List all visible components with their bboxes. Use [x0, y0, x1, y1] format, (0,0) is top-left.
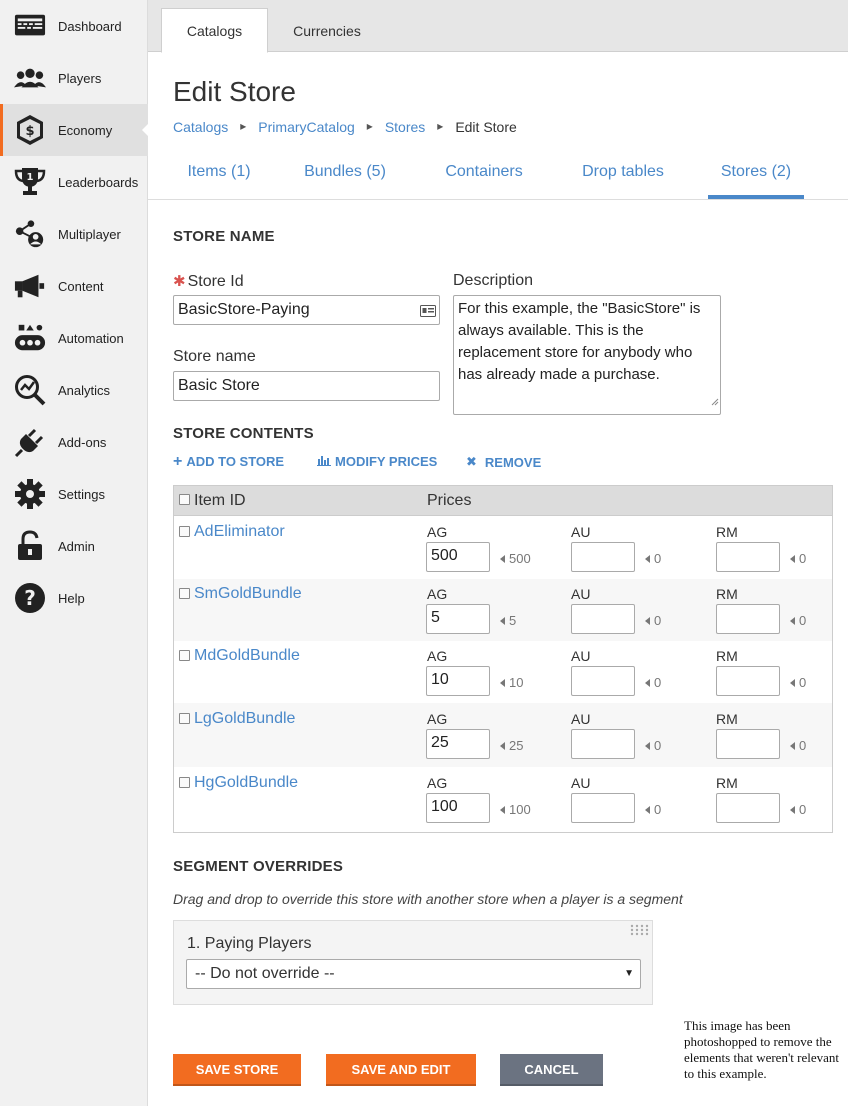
currency-label-ag: AG: [427, 586, 448, 602]
base-price-hint: [790, 613, 806, 628]
currency-label-rm: RM: [716, 775, 738, 791]
row-checkbox[interactable]: [179, 526, 190, 537]
sidebar-item-label: Content: [58, 278, 104, 294]
economy-icon: [14, 114, 46, 146]
currency-label-rm: RM: [716, 524, 738, 540]
row-checkbox[interactable]: [179, 588, 190, 599]
multiplayer-icon: [14, 218, 46, 250]
base-price-hint: [645, 675, 661, 690]
table-row: [174, 517, 832, 579]
item-link[interactable]: AdEliminator: [194, 523, 285, 540]
store-id-label-text: Store Id: [187, 273, 244, 290]
price-value: 100: [431, 798, 458, 815]
currency-label-rm: RM: [716, 586, 738, 602]
price-input-ag[interactable]: [426, 604, 490, 634]
sidebar-item-label: Add-ons: [58, 434, 107, 450]
base-price-value: 25: [509, 738, 524, 753]
modify-prices-button[interactable]: [317, 454, 437, 469]
price-value: 25: [431, 734, 449, 751]
modify-prices-label: MODIFY PRICES: [335, 454, 438, 469]
base-price-hint: [500, 551, 531, 566]
sidebar-item-admin[interactable]: [0, 520, 148, 572]
table-row: [174, 579, 832, 641]
section-title-segment-overrides: SEGMENT OVERRIDES: [173, 858, 344, 875]
breadcrumb: [173, 119, 517, 135]
store-name-label: Store name: [173, 348, 256, 365]
breadcrumb-link-stores[interactable]: Stores: [384, 119, 426, 135]
sidebar-item-economy[interactable]: [0, 104, 148, 156]
section-title-store-name: STORE NAME: [173, 228, 275, 245]
annotation-note: This image has been photoshopped to remove the elements that weren't relevant to this example.: [684, 1018, 840, 1081]
price-input-au[interactable]: [571, 793, 635, 823]
price-input-au[interactable]: [571, 542, 635, 572]
base-price-value: 0: [799, 613, 807, 628]
save-store-button[interactable]: SAVE STORE: [173, 1054, 301, 1086]
lock-icon: [14, 530, 46, 562]
remove-label: REMOVE: [484, 454, 542, 470]
base-price-value: 0: [654, 738, 662, 753]
sidebar-item-content[interactable]: [0, 260, 148, 312]
svg-text:1: 1: [26, 172, 34, 183]
tab-drop-tables[interactable]: Drop tables: [582, 163, 664, 180]
remove-button[interactable]: [466, 454, 541, 470]
store-id-label: [173, 272, 244, 291]
description-textarea[interactable]: [453, 295, 721, 415]
sub-tab-bar: [148, 152, 848, 200]
sidebar-item-label: Dashboard: [58, 18, 122, 34]
caret-left-icon: [790, 742, 795, 750]
sidebar-item-label: Help: [58, 590, 85, 606]
price-input-rm[interactable]: [716, 542, 780, 572]
tab-stores[interactable]: Stores (2): [708, 162, 804, 199]
description-label: Description: [453, 272, 534, 289]
price-input-ag[interactable]: [426, 666, 490, 696]
tab-catalogs[interactable]: Catalogs: [161, 8, 268, 53]
item-link[interactable]: SmGoldBundle: [194, 585, 302, 602]
sidebar-item-label: Automation: [58, 330, 124, 346]
currency-label-au: AU: [571, 586, 591, 602]
base-price-value: 500: [509, 551, 531, 566]
top-tab-bar: [148, 0, 848, 52]
cancel-button[interactable]: CANCEL: [500, 1054, 603, 1086]
currency-label-ag: AG: [427, 711, 448, 727]
sidebar-item-automation[interactable]: [0, 312, 148, 364]
base-price-value: 0: [654, 551, 662, 566]
sidebar-item-label: Admin: [58, 538, 95, 554]
breadcrumb-current: Edit Store: [455, 119, 517, 135]
base-price-hint: [645, 738, 661, 753]
sidebar-item-multiplayer[interactable]: [0, 208, 148, 260]
tab-bundles[interactable]: Bundles (5): [304, 163, 386, 180]
currency-label-rm: RM: [716, 648, 738, 664]
store-name-input[interactable]: [173, 371, 440, 401]
drag-handle-icon[interactable]: [629, 923, 649, 941]
row-checkbox[interactable]: [179, 777, 190, 788]
item-link[interactable]: LgGoldBundle: [194, 710, 296, 727]
caret-left-icon: [500, 679, 505, 687]
sidebar-item-players[interactable]: [0, 52, 148, 104]
base-price-value: 0: [654, 675, 662, 690]
dashboard-icon: [14, 10, 46, 42]
id-card-icon: [420, 304, 436, 322]
currency-label-au: AU: [571, 648, 591, 664]
row-checkbox[interactable]: [179, 713, 190, 724]
base-price-hint: [500, 613, 516, 628]
store-id-value: BasicStore-Paying: [178, 301, 310, 318]
base-price-value: 100: [509, 802, 531, 817]
help-icon: [14, 582, 46, 614]
base-price-hint: [645, 613, 661, 628]
base-price-hint: [645, 802, 661, 817]
chevron-right-icon: ▸: [240, 119, 247, 133]
players-icon: [14, 62, 46, 94]
caret-down-icon: ▼: [624, 968, 634, 979]
chevron-right-icon: ▸: [366, 119, 373, 133]
save-and-edit-button[interactable]: SAVE AND EDIT: [326, 1054, 476, 1086]
caret-left-icon: [645, 806, 650, 814]
override-store-select-value: -- Do not override --: [195, 965, 335, 982]
segment-label: 1. Paying Players: [187, 935, 312, 952]
base-price-value: 0: [799, 738, 807, 753]
segment-override-card[interactable]: [173, 920, 653, 1005]
base-price-hint: [500, 802, 531, 817]
caret-left-icon: [500, 617, 505, 625]
sidebar-item-label: Multiplayer: [58, 226, 121, 242]
resize-handle-icon[interactable]: [711, 391, 719, 413]
base-price-value: 5: [509, 613, 517, 628]
base-price-hint: [790, 675, 806, 690]
sidebar-item-label: Players: [58, 70, 102, 86]
price-value: 10: [431, 671, 449, 688]
segment-overrides-hint: Drag and drop to override this store with another store when a player is a segment: [173, 891, 683, 907]
price-input-rm[interactable]: [716, 666, 780, 696]
table-header: [174, 486, 832, 516]
add-to-store-button[interactable]: [173, 454, 284, 469]
breadcrumb-link-catalogs[interactable]: Catalogs: [173, 119, 229, 135]
base-price-value: 0: [654, 802, 662, 817]
select-all-checkbox[interactable]: [179, 494, 190, 505]
currency-label-ag: AG: [427, 775, 448, 791]
sidebar-item-settings[interactable]: [0, 468, 148, 520]
item-link[interactable]: MdGoldBundle: [194, 647, 300, 664]
table-row: [174, 703, 832, 767]
megaphone-icon: [14, 270, 46, 302]
currency-label-ag: AG: [427, 524, 448, 540]
column-header-prices: Prices: [427, 492, 472, 509]
caret-left-icon: [645, 555, 650, 563]
add-to-store-label: ADD TO STORE: [186, 454, 285, 469]
sidebar-item-add-ons[interactable]: [0, 416, 148, 468]
price-input-au[interactable]: [571, 604, 635, 634]
store-contents-table: [173, 485, 833, 833]
currency-label-ag: AG: [427, 648, 448, 664]
price-input-au[interactable]: [571, 729, 635, 759]
item-link[interactable]: HgGoldBundle: [194, 774, 299, 791]
table-row: [174, 767, 832, 833]
page-title: Edit Store: [173, 76, 296, 107]
price-input-au[interactable]: [571, 666, 635, 696]
caret-left-icon: [500, 555, 505, 563]
override-store-select[interactable]: [186, 959, 641, 989]
svg-text:$: $: [25, 124, 35, 139]
sidebar: [0, 0, 148, 1106]
price-input-ag[interactable]: [426, 793, 490, 823]
sidebar-item-leaderboards[interactable]: [0, 156, 148, 208]
price-input-rm[interactable]: [716, 604, 780, 634]
base-price-value: 10: [509, 675, 524, 690]
base-price-hint: [500, 738, 523, 753]
currency-label-au: AU: [571, 524, 591, 540]
automation-icon: [14, 322, 46, 354]
description-value: For this example, the "BasicStore" is always available. This is the replacement store for anybody who has already made a purchase.: [458, 300, 701, 383]
caret-left-icon: [790, 679, 795, 687]
caret-left-icon: [645, 742, 650, 750]
table-row: [174, 641, 832, 703]
base-price-value: 0: [799, 675, 807, 690]
base-price-value: 0: [799, 802, 807, 817]
plug-icon: [14, 426, 46, 458]
caret-left-icon: [500, 806, 505, 814]
bar-chart-icon: [317, 454, 331, 469]
base-price-hint: [645, 551, 661, 566]
store-id-input[interactable]: [173, 295, 440, 325]
column-header-item-id: Item ID: [194, 492, 246, 509]
caret-left-icon: [790, 617, 795, 625]
base-price-hint: [500, 675, 523, 690]
base-price-hint: [790, 738, 806, 753]
currency-label-au: AU: [571, 775, 591, 791]
gear-icon: [14, 478, 46, 510]
price-input-ag[interactable]: [426, 542, 490, 572]
caret-left-icon: [790, 555, 795, 563]
price-value: 5: [431, 609, 440, 626]
sidebar-item-label: Economy: [58, 122, 113, 138]
currency-label-rm: RM: [716, 711, 738, 727]
section-title-store-contents: STORE CONTENTS: [173, 425, 314, 442]
caret-left-icon: [500, 742, 505, 750]
chevron-right-icon: ▸: [437, 119, 444, 133]
sidebar-item-help[interactable]: [0, 572, 148, 624]
price-input-ag[interactable]: [426, 729, 490, 759]
caret-left-icon: [790, 806, 795, 814]
sidebar-item-label: Settings: [58, 486, 105, 502]
caret-left-icon: [645, 617, 650, 625]
sidebar-item-dashboard[interactable]: [0, 0, 148, 52]
analytics-icon: [14, 374, 46, 406]
store-name-value: Basic Store: [178, 377, 260, 394]
base-price-hint: [790, 551, 806, 566]
price-input-rm[interactable]: [716, 729, 780, 759]
sidebar-item-analytics[interactable]: [0, 364, 148, 416]
tab-containers[interactable]: Containers: [445, 163, 523, 180]
base-price-value: 0: [654, 613, 662, 628]
plus-icon: +: [173, 453, 183, 470]
sidebar-item-label: Leaderboards: [58, 174, 139, 190]
trophy-icon: [14, 166, 46, 198]
caret-left-icon: [645, 679, 650, 687]
svg-text:?: ?: [24, 586, 36, 610]
price-value: 500: [431, 547, 458, 564]
breadcrumb-link-primary-catalog[interactable]: PrimaryCatalog: [258, 119, 355, 135]
price-input-rm[interactable]: [716, 793, 780, 823]
base-price-hint: [790, 802, 806, 817]
close-icon: ✖: [466, 454, 477, 469]
required-asterisk-icon: ✱: [173, 273, 186, 290]
base-price-value: 0: [799, 551, 807, 566]
currency-label-au: AU: [571, 711, 591, 727]
row-checkbox[interactable]: [179, 650, 190, 661]
tab-items[interactable]: Items (1): [187, 163, 251, 180]
tab-currencies[interactable]: Currencies: [293, 22, 361, 39]
sidebar-item-label: Analytics: [58, 382, 111, 398]
